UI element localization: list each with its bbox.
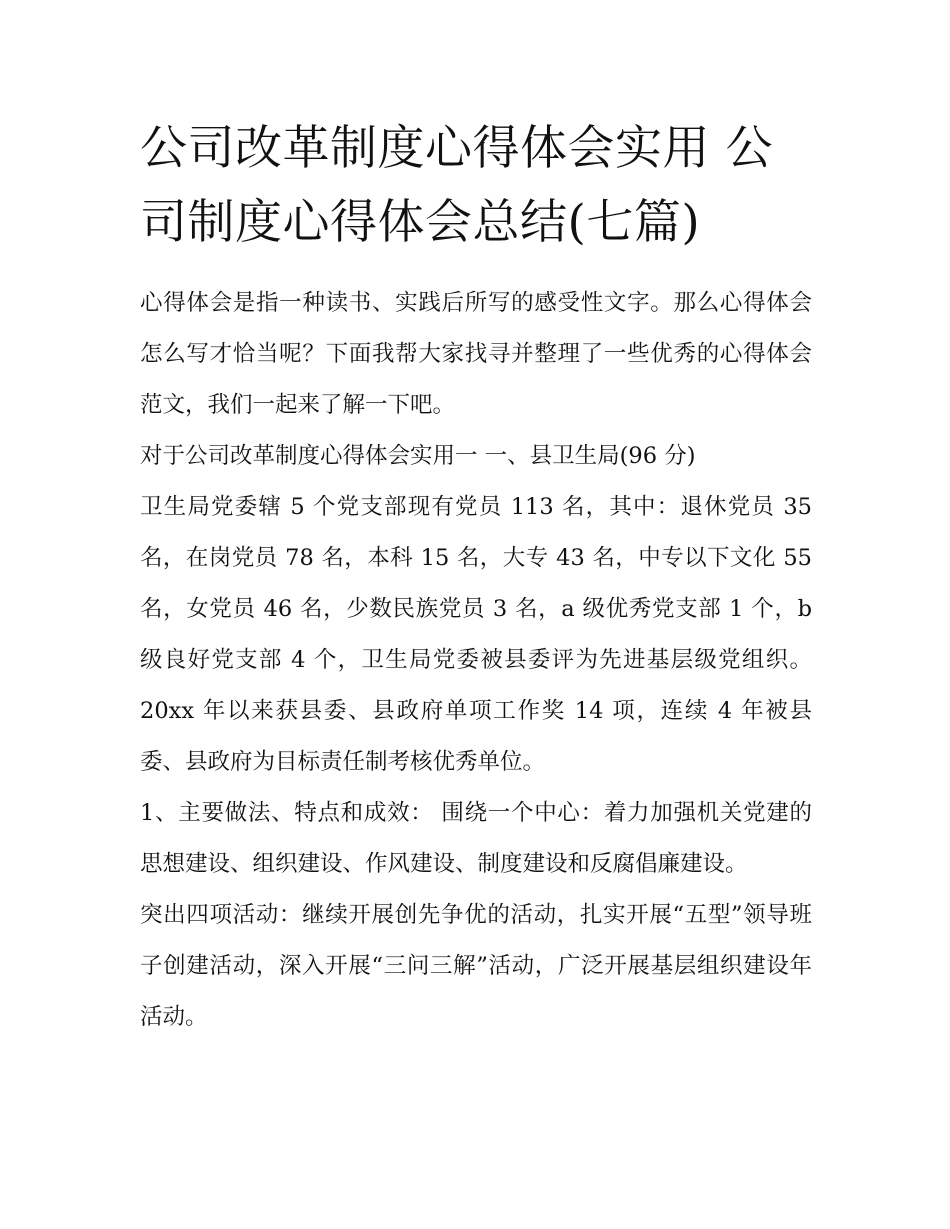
document-title: 公司改革制度心得体会实用 公司制度心得体会总结(七篇) bbox=[140, 121, 773, 250]
methods-paragraph: 1、主要做法、特点和成效： 围绕一个中心：着力加强机关党建的思想建设、组织建设、作风建设、制度建设和反腐倡廉建设。 bbox=[140, 800, 812, 877]
activities-paragraph: 突出四项活动：继续开展创先争优的活动，扎实开展“五型”领导班子创建活动，深入开展“三问三解”活动，广泛开展基层组织建设年活动。 bbox=[140, 902, 812, 1030]
document-body bbox=[140, 278, 812, 1043]
section-heading: 对于公司改革制度心得体会实用一 一、县卫生局(96 分) bbox=[140, 443, 696, 469]
intro-paragraph: 心得体会是指一种读书、实践后所写的感受性文字。那么心得体会怎么写才恰当呢？下面我帮大家找寻并整理了一些优秀的心得体会范文，我们一起来了解一下吧。 bbox=[140, 290, 812, 418]
stats-paragraph: 卫生局党委辖 5 个党支部现有党员 113 名，其中：退休党员 35 名，在岗党员 78 名，本科 15 名，大专 43 名，中专以下文化 55 名，女党员 46 名，少数民族党员 3 名，a 级优秀党支部 1 个，b 级良好党支部 4 个，卫生局党委被县委评为先进基层级党组织。20xx 年以来获县委、县政府单项工作奖 14 项，连续 4 年被县委、县政府为目标责任制考核优秀单位。 bbox=[140, 494, 812, 775]
